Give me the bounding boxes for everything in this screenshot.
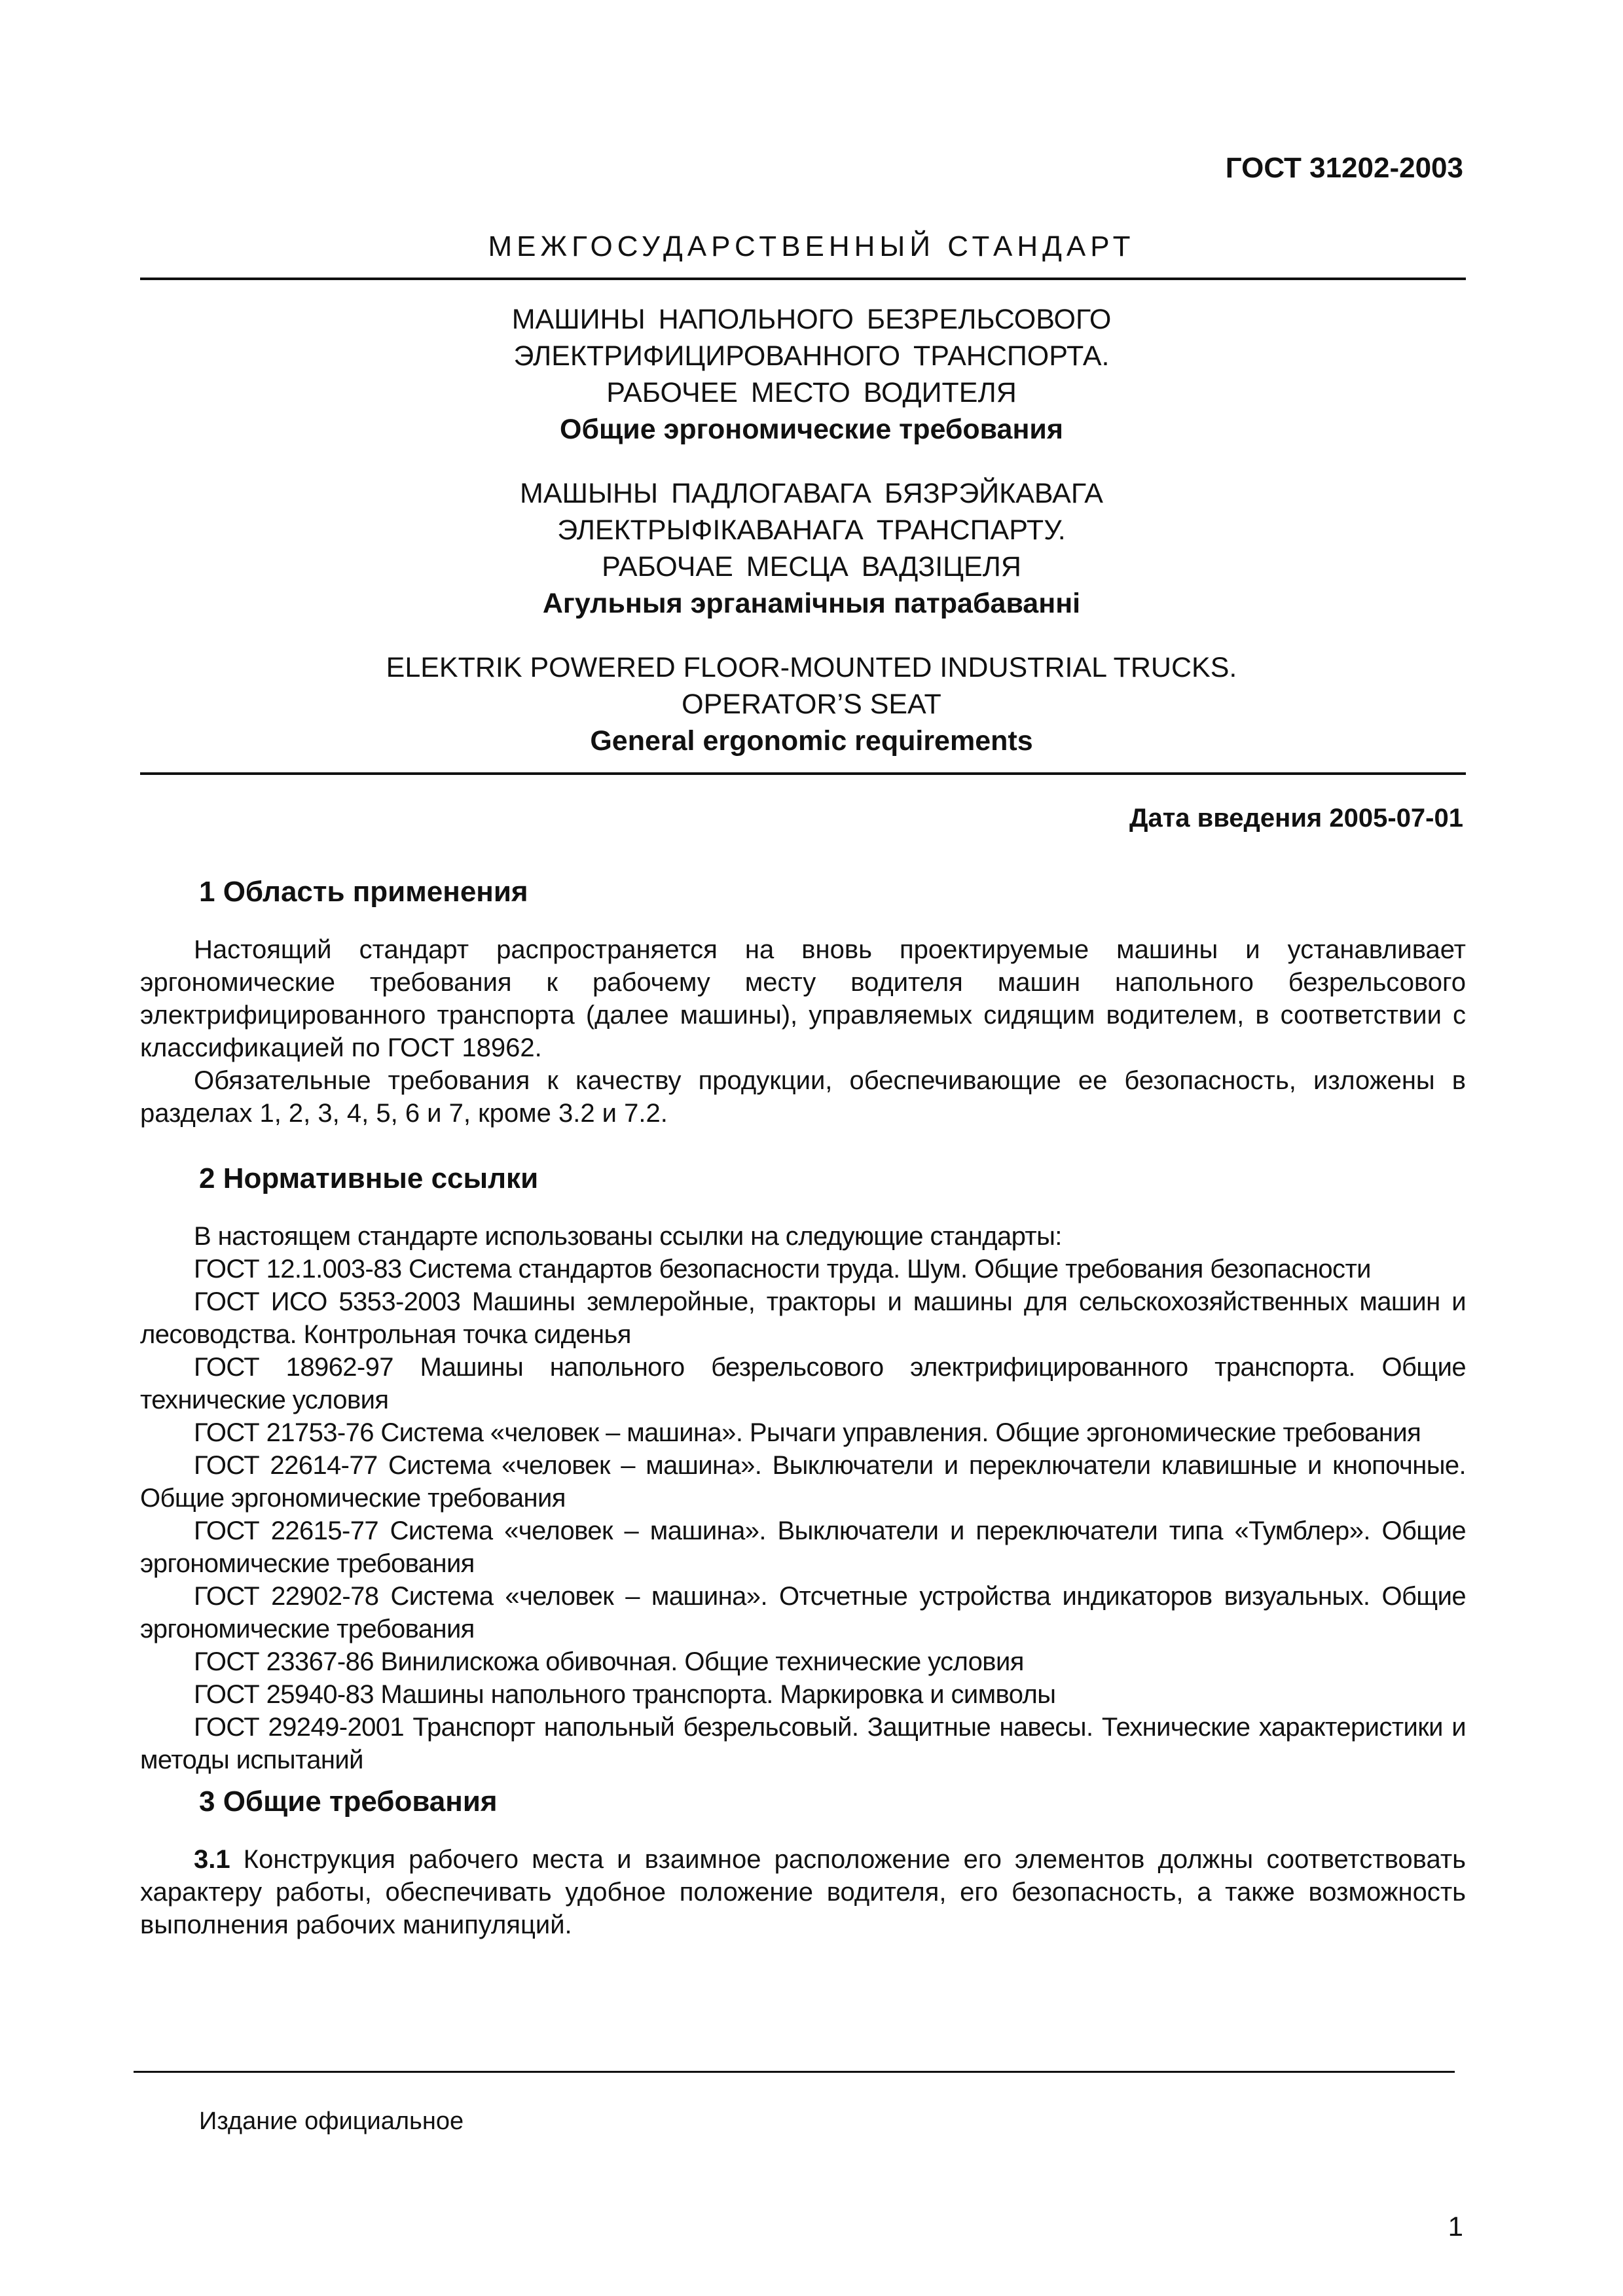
clause-3-1 xyxy=(140,1843,1466,1941)
document-number: ГОСТ 31202-2003 xyxy=(1225,152,1463,184)
title-ru-subtitle: Общие эргономические требования xyxy=(560,414,1063,445)
reference-item: ГОСТ 22614-77 Система «человек – машина». Выключатели и переключатели клавишные и кнопочные. Общие эргономические требования xyxy=(140,1451,1466,1513)
section-1-body xyxy=(140,933,1466,1130)
footer-rule xyxy=(134,2071,1455,2073)
section-1-heading: 1 Область применения xyxy=(199,876,528,908)
section-1-paragraph-2: Обязательные требования к качеству продукции, обеспечивающие ее безопасность, изложены в разделах 1, 2, 3, 4, 5, 6 и 7, кроме 3.2 и 7.2. xyxy=(140,1066,1466,1128)
reference-item: ГОСТ 29249-2001 Транспорт напольный безрельсовый. Защитные навесы. Технические характеристики и методы испытаний xyxy=(140,1713,1466,1774)
title-bottom-rule xyxy=(140,772,1466,775)
reference-item: ГОСТ 12.1.003-83 Система стандартов безопасности труда. Шум. Общие требования безопасности xyxy=(194,1255,1371,1283)
section-2-heading: 2 Нормативные ссылки xyxy=(199,1162,539,1194)
edition-note: Издание официальное xyxy=(199,2108,464,2135)
clause-3-1-number: 3.1 xyxy=(194,1845,230,1874)
title-by-line2: ЭЛЕКТРЫФІКАВАНАГА ТРАНСПАРТУ. xyxy=(557,514,1066,546)
section-3-heading: 3 Общие требования xyxy=(199,1785,498,1818)
intro-date: Дата введения 2005-07-01 xyxy=(1129,804,1463,833)
top-rule xyxy=(140,278,1466,280)
reference-item: ГОСТ 22902-78 Система «человек – машина». Отсчетные устройства индикаторов визуальных. Общие эргономические требования xyxy=(140,1582,1466,1643)
title-ru-line2: ЭЛЕКТРИФИЦИРОВАННОГО ТРАНСПОРТА. xyxy=(513,340,1110,372)
title-en-subtitle: General ergonomic requirements xyxy=(590,725,1033,757)
section-1-paragraph-1: Настоящий стандарт распространяется на вновь проектируемые машины и устанавливает эргономические требования к рабочему месту водителя машин напольного безрельсового электрифицированного транспорта (далее машины), управляемых сидящим водителем, в соответствии с классификацией по ГОСТ 18962. xyxy=(140,935,1466,1062)
title-by-line3: РАБОЧАЕ МЕСЦА ВАДЗІЦЕЛЯ xyxy=(602,551,1021,583)
title-ru xyxy=(0,301,1623,448)
title-en xyxy=(0,649,1623,759)
title-by-line1: МАШЫНЫ ПАДЛОГАВАГА БЯЗРЭЙКАВАГА xyxy=(520,478,1103,509)
reference-item: ГОСТ 21753-76 Система «человек – машина». Рычаги управления. Общие эргономические требования xyxy=(194,1418,1421,1447)
reference-item: ГОСТ 22615-77 Система «человек – машина». Выключатели и переключатели типа «Тумблер». Общие эргономические требования xyxy=(140,1516,1466,1578)
reference-item: ГОСТ 23367-86 Винилискожа обивочная. Общие технические условия xyxy=(194,1647,1024,1676)
clause-3-1-text: Конструкция рабочего места и взаимное расположение его элементов должны соответствовать характеру работы, обеспечивать удобное положение водителя, его безопасность, а также возможность выполнения рабочих манипуляций. xyxy=(140,1845,1466,1939)
section-2-body xyxy=(140,1220,1466,1776)
reference-item: ГОСТ ИСО 5353-2003 Машины землеройные, тракторы и машины для сельскохозяйственных машин и лесоводства. Контрольная точка сиденья xyxy=(140,1287,1466,1349)
title-en-line1: ELEKTRIK POWERED FLOOR-MOUNTED INDUSTRIAL TRUCKS. xyxy=(386,652,1237,683)
reference-item: ГОСТ 18962-97 Машины напольного безрельсового электрифицированного транспорта. Общие технические условия xyxy=(140,1353,1466,1414)
title-by xyxy=(0,475,1623,622)
title-ru-line3: РАБОЧЕЕ МЕСТО ВОДИТЕЛЯ xyxy=(606,377,1017,408)
reference-item: ГОСТ 25940-83 Машины напольного транспорта. Маркировка и символы xyxy=(194,1680,1056,1709)
standard-kind: МЕЖГОСУДАРСТВЕННЫЙ СТАНДАРТ xyxy=(488,230,1135,262)
title-by-subtitle: Агульныя эрганамічныя патрабаванні xyxy=(542,588,1081,619)
section-2-intro: В настоящем стандарте использованы ссылки на следующие стандарты: xyxy=(194,1222,1062,1251)
page-number: 1 xyxy=(1448,2211,1463,2242)
title-ru-line1: МАШИНЫ НАПОЛЬНОГО БЕЗРЕЛЬСОВОГО xyxy=(511,304,1112,335)
section-3-body xyxy=(140,1843,1466,1941)
title-en-line2: OPERATOR’S SEAT xyxy=(682,689,941,720)
